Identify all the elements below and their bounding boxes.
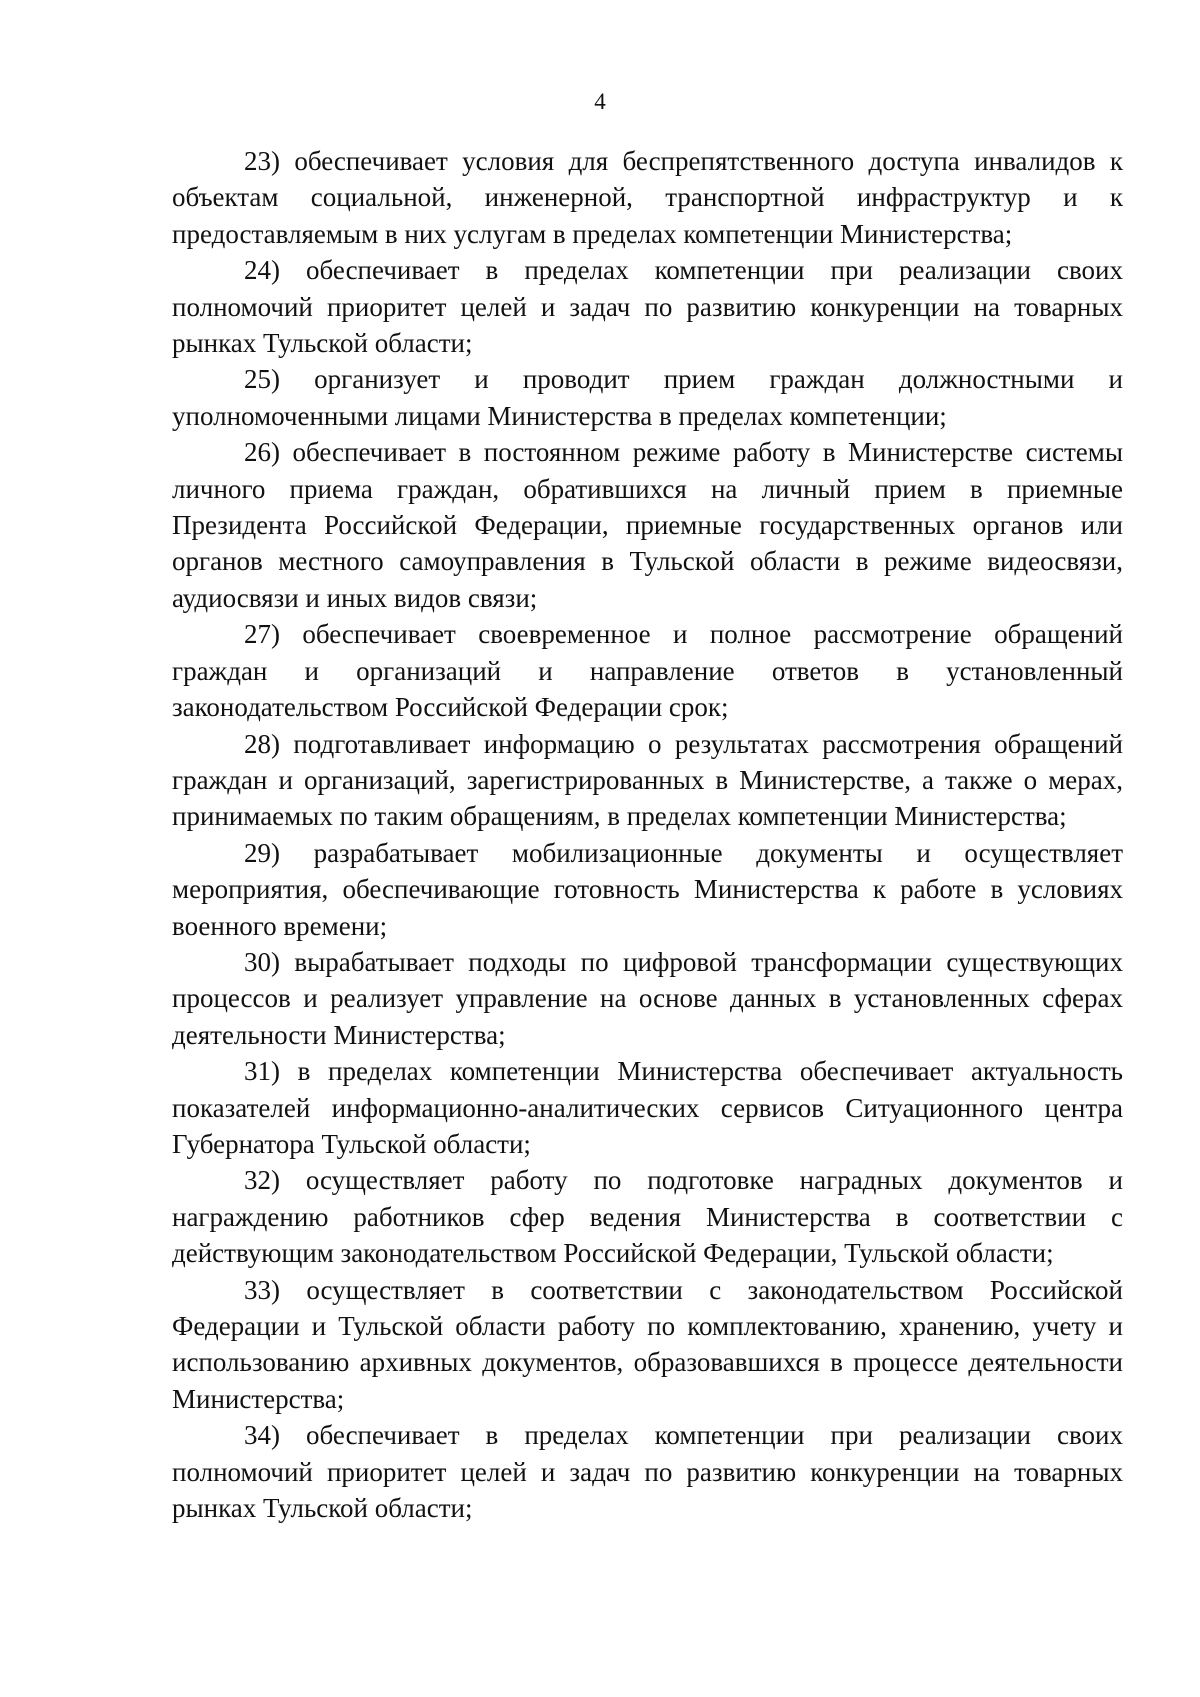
paragraph-item-26: 26) обеспечивает в постоянном режиме работу в Министерстве системы личного приема граждан, обратившихся на личный прием в приемные Президента Российской Федерации, приемные государственных органов или органов местного самоуправления в Тульской области в режиме видеосвязи, аудиосвязи и иных видов связи; bbox=[172, 437, 1123, 613]
paragraph-item-27: 27) обеспечивает своевременное и полное рассмотрение обращений граждан и организаций и направление ответов в установленный законодательством Российской Федерации срок; bbox=[172, 619, 1123, 723]
paragraph-item-29: 29) разрабатывает мобилизационные документы и осуществляет мероприятия, обеспечивающие готовность Министерства к работе в условиях военного времени; bbox=[172, 837, 1123, 941]
paragraph-item-24: 24) обеспечивает в пределах компетенции при реализации своих полномочий приоритет целей и задач по развитию конкуренции на товарных рынках Тульской области; bbox=[172, 255, 1123, 359]
page-number: 4 bbox=[594, 89, 606, 114]
document-body bbox=[172, 143, 1123, 1526]
paragraph-item-32: 32) осуществляет работу по подготовке наградных документов и награждению работников сфер ведения Министерства в соответствии с действующим законодательством Российской Федерации, Тульской области; bbox=[172, 1165, 1123, 1269]
paragraph-item-31: 31) в пределах компетенции Министерства обеспечивает актуальность показателей информационно-аналитических сервисов Ситуационного центра Губернатора Тульской области; bbox=[172, 1056, 1123, 1159]
paragraph-item-34: 34) обеспечивает в пределах компетенции при реализации своих полномочий приоритет целей и задач по развитию конкуренции на товарных рынках Тульской области; bbox=[172, 1420, 1123, 1524]
paragraph-item-30: 30) вырабатывает подходы по цифровой трансформации существующих процессов и реализует управление на основе данных в установленных сферах деятельности Министерства; bbox=[172, 946, 1123, 1050]
paragraph-item-25: 25) организует и проводит прием граждан должностными и уполномоченными лицами Министерства в пределах компетенции; bbox=[172, 364, 1123, 431]
paragraph-item-28: 28) подготавливает информацию о результатах рассмотрения обращений граждан и организаций, зарегистрированных в Министерстве, а также о мерах, принимаемых по таким обращениям, в пределах компетенции Министерства; bbox=[172, 728, 1123, 832]
paragraph-item-33: 33) осуществляет в соответствии с законодательством Российской Федерации и Тульской области работу по комплектованию, хранению, учету и использованию архивных документов, образовавшихся в процессе деятельности Министерства; bbox=[172, 1274, 1123, 1414]
paragraph-item-23: 23) обеспечивает условия для беспрепятственного доступа инвалидов к объектам социальной, инженерной, транспортной инфраструктур и к предоставляемым в них услугам в пределах компетенции Министерства; bbox=[172, 146, 1123, 249]
